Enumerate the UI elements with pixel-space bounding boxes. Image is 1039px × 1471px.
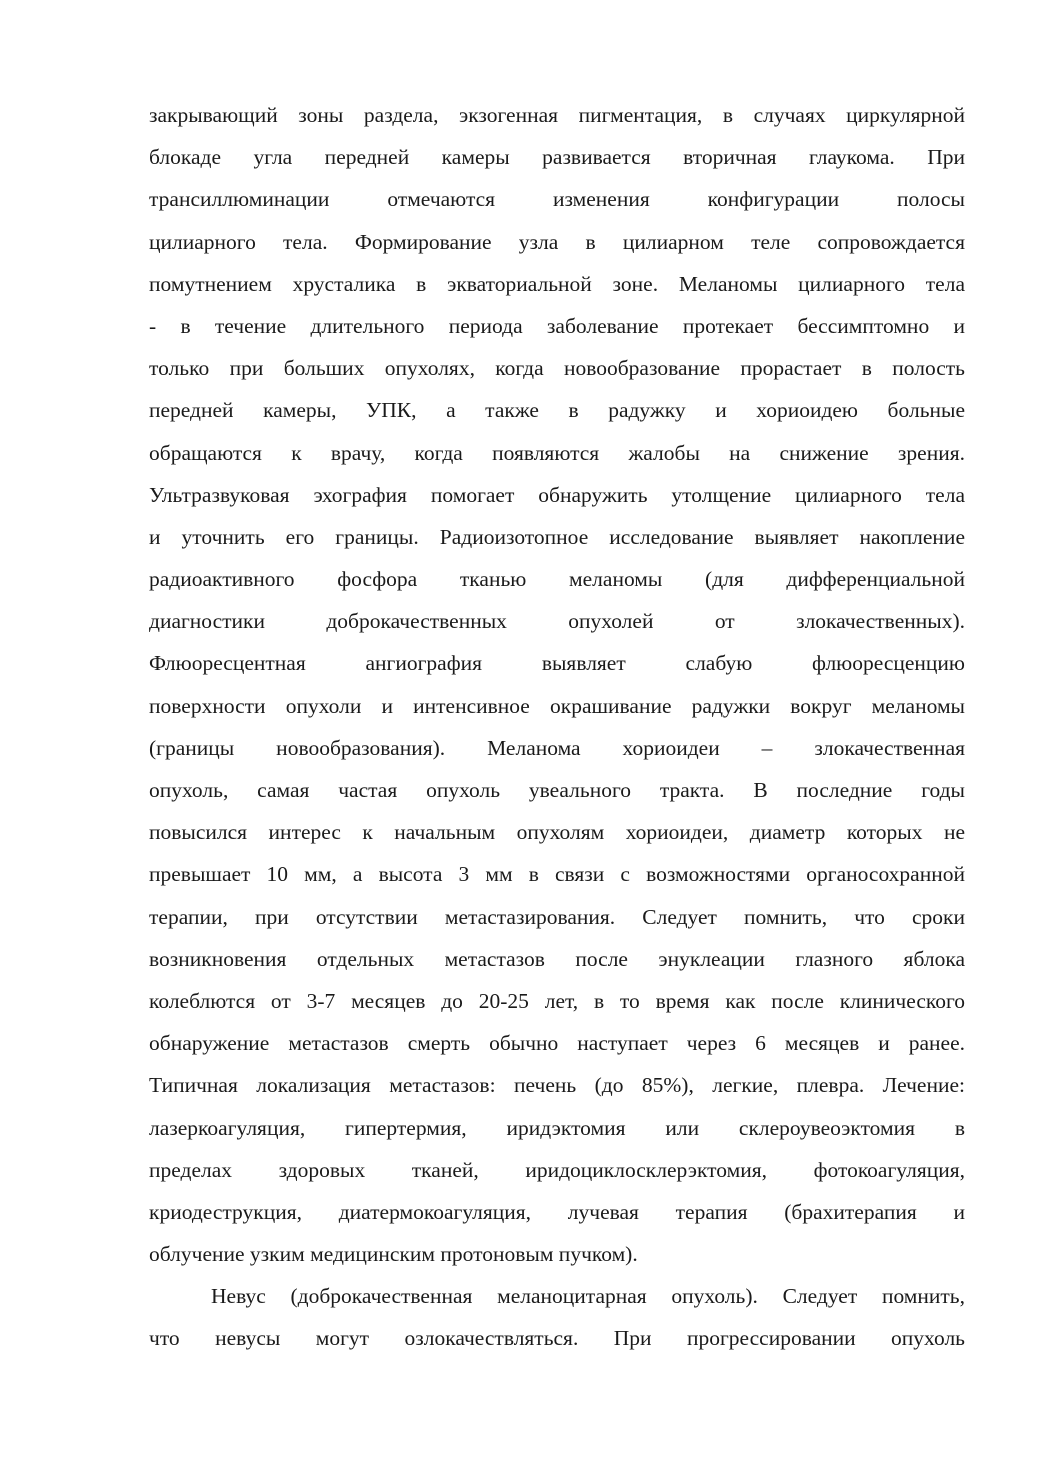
text-line: опухоль, самая частая опухоль увеального тракта. В последние годы	[149, 778, 965, 802]
text-line: радиоактивного фосфора тканью меланомы (для дифференциальной	[149, 567, 965, 592]
text-line: трансиллюминации отмечаются изменения конфигурации полосы	[149, 187, 965, 212]
text-line: и уточнить его границы. Радиоизотопное исследование выявляет накопление	[149, 524, 965, 549]
text-line: поверхности опухоли и интенсивное окрашивание радужки вокруг меланомы	[149, 693, 965, 718]
document-page	[149, 94, 965, 1360]
text-line: обнаружение метастазов смерть обычно наступает через 6 месяцев и ранее.	[149, 1031, 965, 1056]
text-line: - в течение длительного периода заболевание протекает бессимптомно и	[149, 313, 965, 338]
text-line: колеблются от 3-7 месяцев до 20-25 лет, в то время как после клинического	[149, 988, 965, 1013]
text-line: повысился интерес к начальным опухолям хориоидеи, диаметр которых не	[149, 820, 965, 845]
text-line: (границы новообразования). Меланома хориоидеи – злокачественная	[149, 735, 965, 760]
text-line: блокаде угла передней камеры развивается вторичная глаукома. При	[149, 145, 965, 170]
text-line: цилиарного тела. Формирование узла в цилиарном теле сопровождается	[149, 229, 965, 254]
text-line: превышает 10 мм, а высота 3 мм в связи с возможностями органосохранной	[149, 862, 965, 887]
text-line: возникновения отдельных метастазов после энуклеации глазного яблока	[149, 946, 965, 971]
text-line: диагностики доброкачественных опухолей от злокачественных).	[149, 609, 965, 634]
text-line: пределах здоровых тканей, иридоциклосклерэктомия, фотокоагуляция,	[149, 1157, 965, 1182]
text-line: закрывающий зоны раздела, экзогенная пигментация, в случаях циркулярной	[149, 103, 965, 127]
text-line: только при больших опухолях, когда новообразование прорастает в полость	[149, 356, 965, 381]
text-line: терапии, при отсутствии метастазирования. Следует помнить, что сроки	[149, 904, 965, 929]
text-line: криодеструкция, диатермокоагуляция, лучевая терапия (брахитерапия и	[149, 1199, 965, 1224]
text-line: лазеркоагуляция, гипертермия, иридэктомия или склероувеоэктомия в	[149, 1115, 965, 1140]
text-line: Невус (доброкачественная меланоцитарная опухоль). Следует помнить,	[211, 1284, 965, 1309]
text-line: помутнением хрусталика в экваториальной зоне. Меланомы цилиарного тела	[149, 271, 965, 296]
text-line: Флюоресцентная ангиография выявляет слабую флюоресценцию	[149, 651, 965, 676]
text-line: обращаются к врачу, когда появляются жалобы на снижение зрения.	[149, 440, 965, 465]
text-line: Ультразвуковая эхография помогает обнаружить утолщение цилиарного тела	[149, 482, 965, 507]
text-line: передней камеры, УПК, а также в радужку и хориоидею больные	[149, 398, 965, 423]
text-line: Типичная локализация метастазов: печень (до 85%), легкие, плевра. Лечение:	[149, 1073, 965, 1098]
text-line: облучение узким медицинским протоновым пучком).	[149, 1242, 638, 1267]
text-line: что невусы могут озлокачествляться. При прогрессировании опухоль	[149, 1326, 965, 1351]
